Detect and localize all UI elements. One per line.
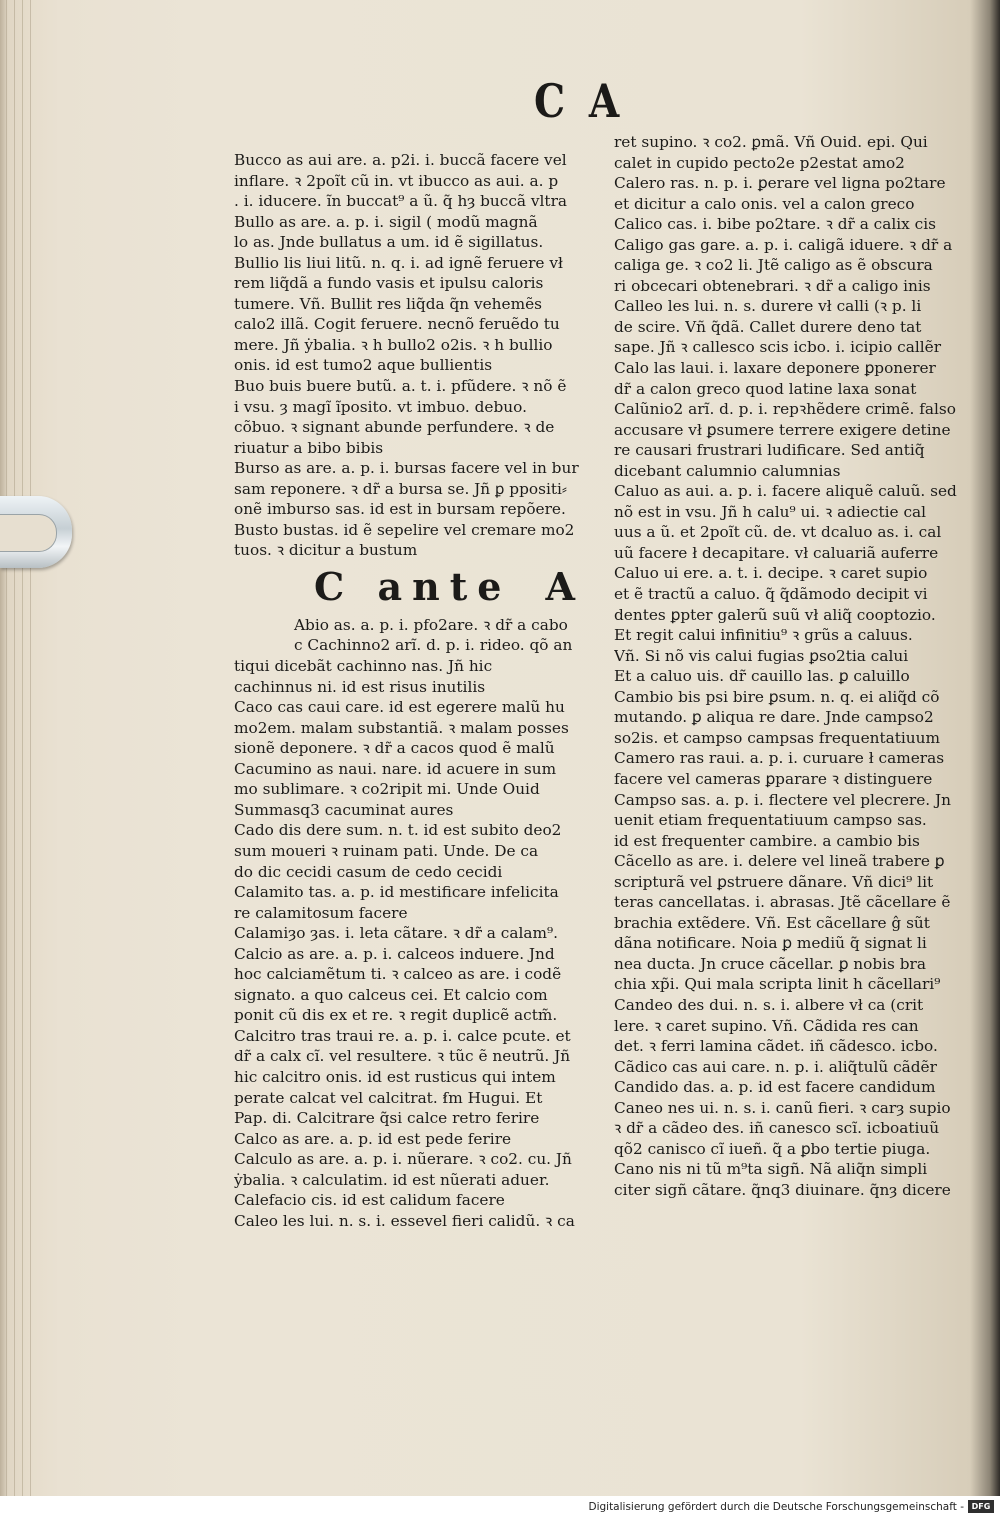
text-line: Cado dis dere sum. n. t. id est subito deo2 — [234, 821, 562, 840]
text-line: cachinnus ni. id est risus inutilis — [234, 677, 486, 696]
text-line: ponit cũ dis ex et re. ꝛ regit duplicẽ actm̃. — [234, 1006, 558, 1025]
text-line: Buo buis buere butũ. a. t. i. pfũdere. ꝛ nõ ẽ — [234, 377, 567, 396]
text-line: caliga ge. ꝛ co2 li. Jtẽ caligo as ẽ obscura — [614, 256, 933, 275]
text-line: Calico cas. i. bibe po2tare. ꝛ dr̃ a calix cis — [614, 215, 936, 234]
text-line: de scire. Vñ q̃dã. Callet durere deno tat — [614, 317, 922, 336]
text-line: Caluo as aui. a. p. i. facere aliquẽ caluũ. sed — [614, 482, 957, 501]
text-line: Bucco as aui are. a. p2i. i. buccã facere vel — [234, 151, 567, 169]
text-line: Calero ras. n. p. i. ꝑerare vel ligna po2tare — [614, 174, 946, 193]
text-line: qõ2 canisco cĩ iueñ. q̃ a ꝑbo tertie piuga. — [614, 1139, 931, 1158]
text-line: facere vel cameras ꝑparare ꝛ distinguere — [614, 769, 933, 788]
text-line: tuos. ꝛ dicitur a bustum — [234, 541, 418, 560]
text-line: citer sigñ cãtare. q̃nq3 diuinare. q̃nȝ dicere — [614, 1180, 951, 1199]
text-line: brachia extẽdere. Vñ. Est cãcellare ĝ sũt — [614, 913, 930, 932]
right-text-column — [614, 132, 960, 1200]
text-line: nõ est in vsu. Jñ h calu⁹ ui. ꝛ adiectie cal — [614, 502, 927, 521]
text-line: Calculo as are. a. p. i. nũerare. ꝛ co2. cu. Jñ — [234, 1150, 572, 1169]
section-heading — [234, 561, 584, 615]
text-line: dicebant calumnio calumnias — [614, 461, 841, 480]
text-line: Et a caluo uis. dr̃ cauillo las. ꝑ caluillo — [614, 667, 910, 686]
text-line: Calcitro tras traui re. a. p. i. calce pcute. et — [234, 1026, 571, 1045]
text-line: cõbuo. ꝛ signant abunde perfundere. ꝛ de — [234, 418, 555, 437]
left-text-column — [234, 150, 584, 1231]
text-line: ẏbalia. ꝛ calculatim. id est nũerati aduer. — [234, 1170, 550, 1189]
paper-clip-icon — [0, 496, 72, 568]
text-line: Busto bustas. id ẽ sepelire vel cremare mo2 — [234, 520, 575, 539]
text-line: Cacumino as naui. nare. id acuere in sum — [234, 759, 557, 778]
text-line: Camero ras raui. a. p. i. curuare ł cameras — [614, 749, 945, 768]
text-line: Calco as are. a. p. id est pede ferire — [234, 1129, 512, 1148]
text-line: dentes ꝑpter galerũ suũ vł aliq̃ cooptozio. — [614, 605, 936, 624]
text-line: Bullio lis liui litũ. n. q. i. ad ignẽ feruere vł — [234, 253, 563, 272]
text-line: chia xp̃i. Qui mala scripta linit h cãcellari⁹ — [614, 975, 941, 994]
section-heading-right: A — [545, 563, 585, 609]
text-line: mutando. ꝑ aliqua re dare. Jnde campso2 — [614, 708, 934, 727]
text-line: nea ducta. Jn cruce cãcellar. ꝑ nobis bra — [614, 954, 926, 973]
text-line: dr̃ a calx cĩ. vel resultere. ꝛ tũc ẽ neutrũ. Jñ — [234, 1047, 571, 1066]
text-line: Candido das. a. p. id est facere candidum — [614, 1078, 936, 1097]
text-line: so2is. et campso campsas frequentatiuum — [614, 728, 940, 747]
text-line: inflare. ꝛ 2poĩt cũ in. vt ibucco as aui. a. p — [234, 171, 559, 190]
text-line: Calefacio cis. id est calidum facere — [234, 1191, 505, 1210]
page-edge-line — [6, 0, 10, 1496]
running-head: C A — [534, 74, 625, 128]
text-line: uenit etiam frequentatiuum campso sas. — [614, 811, 927, 830]
dfg-logo: DFG — [968, 1500, 994, 1513]
page-edge-line — [30, 0, 34, 1496]
text-line: signato. a quo calceus cei. Et calcio com — [234, 985, 548, 1004]
text-line: Calo las laui. i. laxare deponere ꝑponerer — [614, 359, 936, 378]
text-line: . i. iducere. ĩn buccat⁹ a ũ. q̃ hȝ buccã vltra — [234, 192, 568, 211]
text-line: sam reponere. ꝛ dr̃ a bursa se. Jñ ꝑ ppositi⸗ — [234, 479, 567, 498]
text-line: Summasq3 cacuminat aures — [234, 800, 454, 819]
text-line: ri obcecari obtenebrari. ꝛ dr̃ a caligo inis — [614, 276, 931, 295]
text-line: re calamitosum facere — [234, 903, 408, 922]
text-line: sape. Jñ ꝛ callesco scis icbo. i. icipio callẽr — [614, 338, 942, 357]
text-line: Caluo ui ere. a. t. i. decipe. ꝛ caret supio — [614, 564, 928, 583]
text-line: Calũnio2 arĩ. d. p. i. repꝛhẽdere crimẽ. falso — [614, 400, 956, 419]
text-line: det. ꝛ ferri lamina cãdet. iñ cãdesco. icbo. — [614, 1037, 938, 1056]
text-line: ret supino. ꝛ co2. ꝑmã. Vñ Ouid. epi. Qui — [614, 133, 928, 151]
text-line: Cãdico cas aui care. n. p. i. aliq̃tulũ cãdẽr — [614, 1057, 937, 1076]
text-line: Calamito tas. a. p. id mestificare infelicita — [234, 883, 559, 902]
text-line: Caligo gas gare. a. p. i. caligã iduere. ꝛ dr̃ a — [614, 235, 953, 254]
text-line: mo2em. malam substantiã. ꝛ malam posses — [234, 718, 569, 737]
text-line: Vñ. Si nõ vis calui fugias ꝑso2tia calui — [614, 646, 909, 665]
text-line: lo as. Jnde bullatus a um. id ẽ sigillatus. — [234, 233, 544, 252]
text-line: lere. ꝛ caret supino. Vñ. Cãdida res can — [614, 1016, 919, 1035]
text-line: Caco cas caui care. id est egerere malũ hu — [234, 698, 565, 717]
paper-clip-loop — [0, 514, 57, 552]
text-line: sum moueri ꝛ ruinam pati. Unde. De ca — [234, 841, 539, 860]
text-line: accusare vł ꝑsumere terrere exigere detine — [614, 420, 951, 439]
footer-bar — [0, 1496, 1000, 1518]
text-line: Cambio bis psi bire ꝑsum. n. q. ei aliq̃d cõ — [614, 687, 940, 706]
text-line: Calamiȝo ȝas. i. leta cãtare. ꝛ dr̃ a calam⁹. — [234, 924, 558, 943]
text-line: teras cancellatas. i. abrasas. Jtẽ cãcellare ẽ — [614, 893, 951, 912]
left-entries-block-2 — [234, 615, 584, 1231]
footer-credit: Digitalisierung gefördert durch die Deutsche Forschungsgemeinschaft - — [588, 1501, 964, 1513]
text-line: perate calcat vel calcitrat. ẜm Hugui. Et — [234, 1088, 543, 1107]
text-line: Cano nis ni tũ m⁹ta sigñ. Nã aliq̃n simpli — [614, 1160, 928, 1179]
text-line: riuatur a bibo bibis — [234, 438, 384, 457]
text-line: Calleo les lui. n. s. durere vł calli (ꝛ p. li — [614, 297, 922, 316]
text-line: Caleo les lui. n. s. i. essevel fieri calidũ. ꝛ ca — [234, 1211, 575, 1230]
text-line: Pap. di. Calcitrare q̃si calce retro ferire — [234, 1109, 540, 1128]
page-edge-line — [22, 0, 26, 1496]
text-line: mo sublimare. ꝛ co2ripit mi. Unde Ouid — [234, 780, 540, 799]
text-line: rem liq̃dã a fundo vasis et ipulsu caloris — [234, 274, 544, 293]
text-line: scripturã vel ꝑstruere dãnare. Vñ dici⁹ lit — [614, 872, 934, 891]
section-heading-left: C ante — [314, 563, 512, 609]
text-line: sionẽ deponere. ꝛ dr̃ a cacos quod ẽ malũ — [234, 739, 555, 758]
text-line: ꝛ dr̃ a cãdeo des. iñ canesco scĩ. icboatiuũ — [614, 1119, 940, 1138]
text-line: onis. id est tumo2 aque bullientis — [234, 356, 493, 375]
text-line: Et regit calui infinitiu⁹ ꝛ grũs a caluus. — [614, 626, 913, 645]
text-line: Campso sas. a. p. i. flectere vel plecrere. Jn — [614, 790, 952, 809]
text-line: et ẽ tractũ a caluo. q̃ q̃dãmodo decipit vi — [614, 585, 928, 604]
text-line: uũ facere ł decapitare. vł caluariã auferre — [614, 543, 939, 562]
text-line: mere. Jñ ẏbalia. ꝛ h bullo2 o2is. ꝛ h bullio — [234, 335, 553, 354]
text-line: Burso as are. a. p. i. bursas facere vel in bur — [234, 459, 579, 478]
text-line: Calcio as are. a. p. i. calceos induere. Jnd — [234, 944, 555, 963]
text-line: do dic cecidi casum de cedo cecidi — [234, 862, 503, 881]
text-line: uus a ũ. et 2poĩt cũ. de. vt dcaluo as. i. cal — [614, 523, 942, 542]
text-line: calo2 illã. Cogit feruere. necnõ feruẽdo tu — [234, 315, 560, 334]
text-line: onẽ imburso sas. id est in bursam repõere. — [234, 500, 566, 519]
text-line: Bullo as are. a. p. i. sigil ( modũ magnã — [234, 212, 538, 231]
text-line: et dicitur a calo onis. vel a calon greco — [614, 194, 915, 213]
text-line: Candeo des dui. n. s. i. albere vł ca (crit — [614, 995, 924, 1014]
text-line: hoc calciamẽtum ti. ꝛ calceo as are. i codẽ — [234, 965, 562, 984]
text-line: i vsu. ȝ magĩ ĩposito. vt imbuo. debuo. — [234, 397, 527, 416]
text-line: id est frequenter cambire. a cambio bis — [614, 831, 920, 850]
text-line: Abio as. a. p. i. pfo2are. ꝛ dr̃ a cabo — [294, 615, 568, 634]
text-line: dãna notificare. Noia ꝑ mediũ q̃ signat li — [614, 934, 927, 953]
text-line: tumere. Vñ. Bullit res liq̃da q̃n vehemẽs — [234, 294, 542, 313]
text-line: re causari frustrari ludificare. Sed antiq̃ — [614, 441, 925, 460]
text-line: calet in cupido pecto2e p2estat amo2 — [614, 153, 905, 172]
text-line: c Cachinno2 arĩ. d. p. i. rideo. qõ an — [294, 636, 573, 655]
text-line: tiqui dicebãt cachinno nas. Jñ hic — [234, 657, 493, 676]
text-line: hic calcitro onis. id est rusticus qui intem — [234, 1067, 556, 1086]
text-line: Cãcello as are. i. delere vel lineã trabere ꝑ — [614, 852, 945, 871]
text-line: dr̃ a calon greco quod latine laxa sonat — [614, 379, 917, 398]
left-entries-block-1 — [234, 150, 584, 561]
text-line: Caneo nes ui. n. s. i. canũ fieri. ꝛ carȝ supio — [614, 1098, 951, 1117]
page-edge-line — [14, 0, 18, 1496]
